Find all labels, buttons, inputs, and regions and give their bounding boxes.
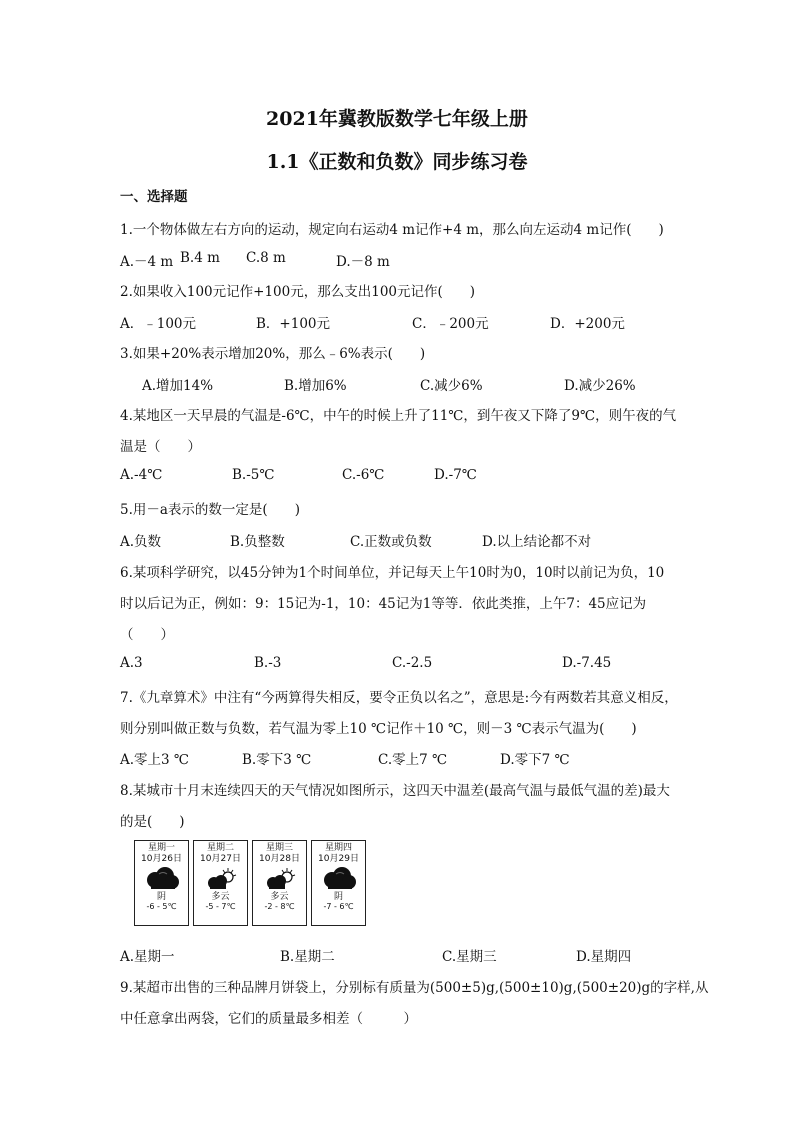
weather-date: 10月27日 (200, 854, 241, 864)
document-title: 2021年冀教版数学七年级上册 (266, 108, 528, 130)
option-d: D.－8 m (336, 254, 390, 270)
option-d: D．+200元 (550, 316, 625, 332)
weather-temperature-range: -2 - 8℃ (264, 902, 295, 911)
question-6-text-line-3: （ ） (120, 627, 174, 643)
option-b: B.-5℃ (232, 467, 275, 483)
weather-weekday: 星期一 (147, 843, 175, 853)
weather-date: 10月29日 (318, 854, 359, 864)
option-a: A.-4℃ (120, 467, 163, 483)
question-4-text-line-2: 温是（ ） (120, 439, 201, 455)
option-c: C.-6℃ (342, 467, 385, 483)
option-a: A．﹣100元 (120, 316, 197, 332)
option-c: C.星期三 (442, 949, 497, 965)
weather-condition: 阴 (156, 892, 166, 902)
partly-cloudy-icon (261, 866, 299, 892)
weather-card-wednesday (252, 840, 307, 926)
question-8-text-line-1: 8.某城市十月末连续四天的天气情况如图所示，这四天中温差(最高气温与最低气温的差)最大 (120, 783, 670, 799)
cloudy-icon (143, 866, 181, 892)
option-c: C．﹣200元 (412, 316, 489, 332)
weather-card-monday (134, 840, 189, 926)
question-6-text-line-1: 6.某项科学研究，以45分钟为1个时间单位，并记每天上午10时为0，10时以前记为负，10 (120, 565, 665, 581)
option-d: D.减少26% (564, 378, 636, 394)
option-b: B.4 m (180, 250, 220, 266)
question-6-text-line-2: 时以后记为正，例如：9：15记为-1，10：45记为1等等．依此类推，上午7：45应记为 (120, 596, 647, 612)
weather-temperature-range: -5 - 7℃ (205, 902, 236, 911)
option-b: B．+100元 (256, 316, 330, 332)
weather-card-thursday (311, 840, 366, 926)
weather-date: 10月28日 (259, 854, 300, 864)
question-2-text: 2.如果收入100元记作+100元，那么支出100元记作( ) (120, 284, 476, 300)
option-c: C.减少6% (420, 378, 483, 394)
option-c: C.零上7 ℃ (378, 752, 448, 768)
question-4-text-line-1: 4.某地区一天早晨的气温是-6℃，中午的时候上升了11℃，到午夜又下降了9℃，则午夜的气 (120, 408, 677, 424)
option-b: B.零下3 ℃ (242, 752, 312, 768)
option-a: A.增加14% (142, 378, 214, 394)
question-9-text-line-2: 中任意拿出两袋，它们的质量最多相差（ ） (120, 1011, 417, 1027)
option-d: D.以上结论都不对 (482, 534, 592, 550)
question-1-text: 1.一个物体做左右方向的运动，规定向右运动4 m记作+4 m，那么向左运动4 m记作( ) (120, 222, 664, 238)
option-b: B.负整数 (230, 534, 285, 550)
weather-condition: 多云 (270, 892, 289, 902)
question-9-text-line-1: 9.某超市出售的三种品牌月饼袋上，分别标有质量为(500±5)g,(500±10)g,(500±20)g的字样,从 (120, 980, 709, 996)
weather-weekday: 星期三 (265, 843, 293, 853)
question-5-text: 5.用－a表示的数一定是( ) (120, 502, 300, 518)
weather-weekday: 星期二 (206, 843, 234, 853)
option-a: A.星期一 (120, 949, 175, 965)
option-d: D.-7℃ (434, 467, 477, 483)
question-7-text-line-2: 则分别叫做正数与负数，若气温为零上10 ℃记作＋10 ℃，则－3 ℃表示气温为( ) (120, 721, 637, 737)
option-d: D.星期四 (576, 949, 632, 965)
option-b: B.星期二 (280, 949, 335, 965)
option-d: D.-7.45 (562, 655, 612, 671)
question-7-text-line-1: 7.《九章算术》中注有“今两算得失相反，要令正负以名之”，意思是:今有两数若其意义相反， (120, 690, 678, 706)
option-d: D.零下7 ℃ (500, 752, 570, 768)
question-8-text-line-2: 的是( ) (120, 814, 185, 830)
option-c: C.正数或负数 (350, 534, 432, 550)
weather-card-tuesday (193, 840, 248, 926)
weather-condition: 多云 (211, 892, 230, 902)
option-b: B.增加6% (284, 378, 347, 394)
weather-condition: 阴 (333, 892, 343, 902)
section-heading: 一、选择题 (120, 189, 188, 205)
option-c: C.-2.5 (392, 655, 433, 671)
option-a: A.零上3 ℃ (120, 752, 190, 768)
weather-temperature-range: -6 - 5℃ (146, 902, 177, 911)
option-b: B.-3 (254, 655, 282, 671)
weather-date: 10月26日 (141, 854, 182, 864)
cloudy-icon (320, 866, 358, 892)
option-c: C.8 m (246, 250, 286, 266)
option-a: A.3 (120, 655, 143, 671)
option-a: A.负数 (120, 534, 162, 550)
weather-weekday: 星期四 (324, 843, 352, 853)
weather-temperature-range: -7 - 6℃ (323, 902, 354, 911)
document-subtitle: 1.1《正数和负数》同步练习卷 (266, 151, 528, 173)
partly-cloudy-icon (202, 866, 240, 892)
option-a: A.－4 m (120, 254, 174, 270)
question-3-text: 3.如果+20%表示增加20%，那么﹣6%表示( ) (120, 346, 426, 362)
